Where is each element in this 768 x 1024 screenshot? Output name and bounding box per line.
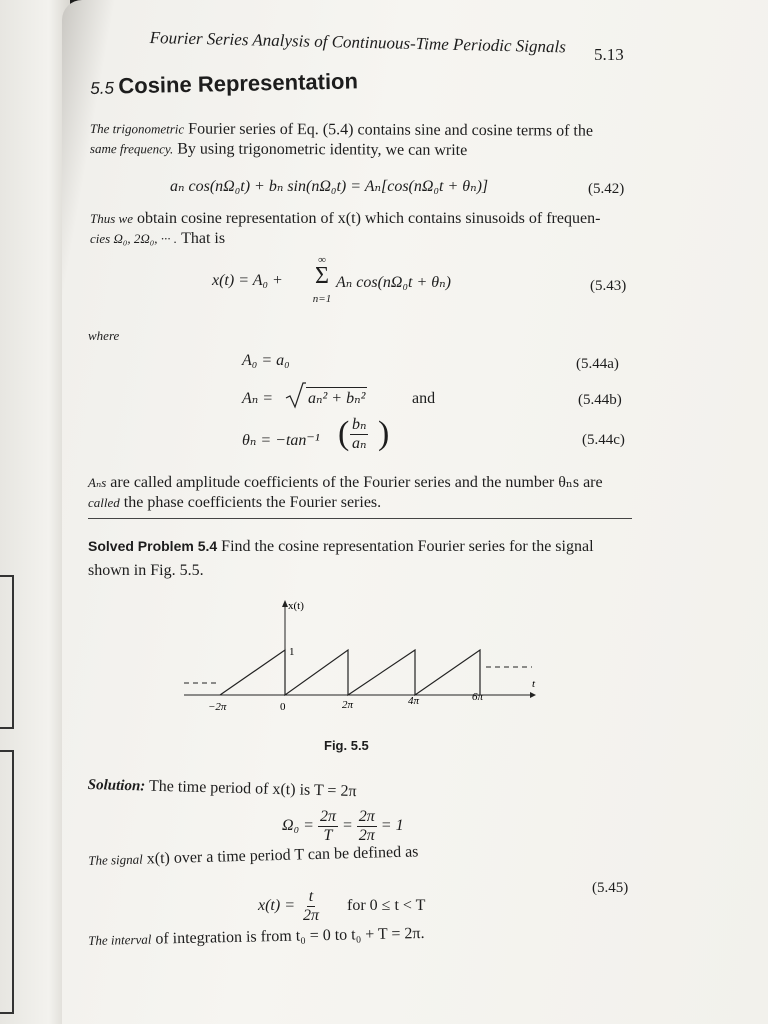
paragraph-text: are called amplitude coefficients of the Fourier series and the number θₙs are — [106, 474, 603, 491]
paragraph-line — [90, 140, 467, 160]
paragraph-lead: The interval — [88, 931, 152, 948]
solution-text: The time period of x(t) is T = 2π — [145, 777, 357, 801]
equation-5-45-lhs: x(t) = — [258, 897, 295, 915]
peak-label: 1 — [289, 646, 295, 658]
omega-lhs: Ω₀ = — [282, 817, 314, 835]
paragraph-text: That is — [177, 230, 226, 247]
tick-label: 6π — [472, 691, 484, 703]
equation-5-44b-radicand: aₙ² + bₙ² — [306, 387, 367, 408]
solution-line — [88, 925, 425, 950]
y-axis-label: x(t) — [288, 600, 304, 612]
equation-5-45-condition: for 0 ≤ t < T — [347, 897, 426, 915]
tick-label: −2π — [208, 701, 227, 713]
problem-text: shown in Fig. 5.5. — [88, 562, 204, 579]
problem-line — [88, 562, 204, 580]
sum-symbol: Σ — [315, 263, 329, 289]
fraction-denominator: aₙ — [352, 434, 367, 452]
problem-line — [88, 538, 594, 556]
left-page-edge — [0, 0, 70, 1024]
figure-caption: Fig. 5.5 — [324, 738, 369, 753]
fraction-denominator: T — [323, 826, 333, 844]
paragraph-lead: cies Ω₀, 2Ω₀, ··· . — [90, 231, 178, 246]
omega-result: = 1 — [380, 817, 404, 835]
and-word: and — [412, 390, 436, 407]
equation-number: (5.44c) — [582, 432, 625, 448]
left-paren-icon: ( — [338, 415, 350, 452]
section-heading — [90, 68, 358, 100]
paragraph-text: obtain cosine representation of x(t) which contains sinusoids of frequen- — [132, 210, 601, 227]
problem-text: Find the cosine representation Fourier series for the signal — [217, 538, 594, 555]
equation-5-44c-lhs: θₙ = −tan⁻¹ — [242, 432, 320, 449]
paragraph-line — [90, 120, 593, 141]
solution-line — [88, 843, 419, 870]
paragraph-text: Fourier series of Eq. (5.4) contains sine and cosine terms of the — [184, 120, 594, 140]
paragraph-lead: The signal — [88, 851, 143, 868]
equation-5-45 — [258, 888, 425, 924]
paragraph-lead: same frequency. — [89, 140, 174, 157]
fraction-numerator: 2π — [358, 808, 375, 825]
paragraph-lead: Thus we — [90, 211, 133, 226]
equation-number: (5.45) — [592, 880, 629, 896]
solution-label: Solution: — [87, 776, 146, 795]
tick-label: 4π — [408, 695, 420, 707]
paragraph-lead: called — [88, 495, 120, 510]
figure-5-5 — [180, 595, 540, 720]
tick-label: 2π — [342, 699, 354, 711]
paragraph-text: the phase coefficients the Fourier series. — [119, 494, 382, 511]
solution-text: of integration is from t₀ = 0 to t₀ + T = 2π. — [151, 924, 425, 948]
section-title: Cosine Representation — [118, 68, 359, 99]
paragraph-lead: The trigonometric — [89, 120, 185, 137]
left-page-box — [0, 750, 14, 1014]
equation-number: (5.44b) — [578, 392, 622, 408]
equation-5-44a: A₀ = a₀ — [242, 352, 290, 369]
equation-number: (5.42) — [588, 181, 625, 197]
tick-label: 0 — [280, 701, 286, 713]
equation-5-43-rhs: Aₙ cos(nΩ₀t + θₙ) — [336, 274, 451, 291]
left-page-box — [0, 575, 14, 729]
fraction-b-over-a — [350, 416, 368, 452]
equation-number: (5.44a) — [576, 356, 619, 372]
x-axis-label: t — [532, 678, 536, 690]
solution-line — [88, 776, 357, 801]
where-label: where — [88, 328, 120, 343]
fraction-denominator: 2π — [303, 906, 320, 924]
paragraph-text: By using trigonometric identity, we can write — [173, 140, 468, 159]
equation-5-44b-lhs: Aₙ = — [242, 390, 274, 407]
paragraph-line — [90, 210, 600, 228]
equation-5-43-lhs: x(t) = A₀ + — [212, 272, 283, 289]
sum-upper-limit: ∞ — [318, 254, 326, 266]
paragraph-line — [90, 230, 225, 248]
paragraph-line — [88, 494, 381, 512]
fraction-numerator: 2π — [319, 808, 336, 825]
sawtooth-waveform — [220, 650, 480, 695]
sum-lower-limit: n=1 — [312, 293, 332, 305]
omega-equation — [282, 808, 404, 844]
running-header: Fourier Series Analysis of Continuous-Time Periodic Signals — [149, 28, 567, 57]
problem-label: Solved Problem 5.4 — [88, 538, 218, 554]
equation-5-42: aₙ cos(nΩ₀t) + bₙ sin(nΩ₀t) = Aₙ[cos(nΩ₀t + θₙ)] — [170, 178, 489, 195]
paragraph-line — [88, 472, 603, 492]
fraction-denominator: 2π — [358, 826, 375, 844]
t-axis-arrow-icon — [530, 692, 536, 698]
equals-sign: = — [341, 817, 353, 835]
page-number: 5.13 — [594, 45, 624, 64]
right-paren-icon: ) — [378, 415, 390, 452]
paragraph-lead: Aₙs — [88, 475, 107, 490]
fraction-numerator: t — [308, 888, 314, 905]
section-number: 5.5 — [90, 78, 115, 98]
fraction-numerator: bₙ — [352, 416, 367, 433]
solution-text: x(t) over a time period T can be defined as — [142, 843, 419, 868]
equation-number: (5.43) — [590, 278, 627, 294]
book-page — [62, 0, 768, 1024]
sqrt-sign-icon — [284, 380, 306, 410]
section-divider — [88, 518, 632, 519]
